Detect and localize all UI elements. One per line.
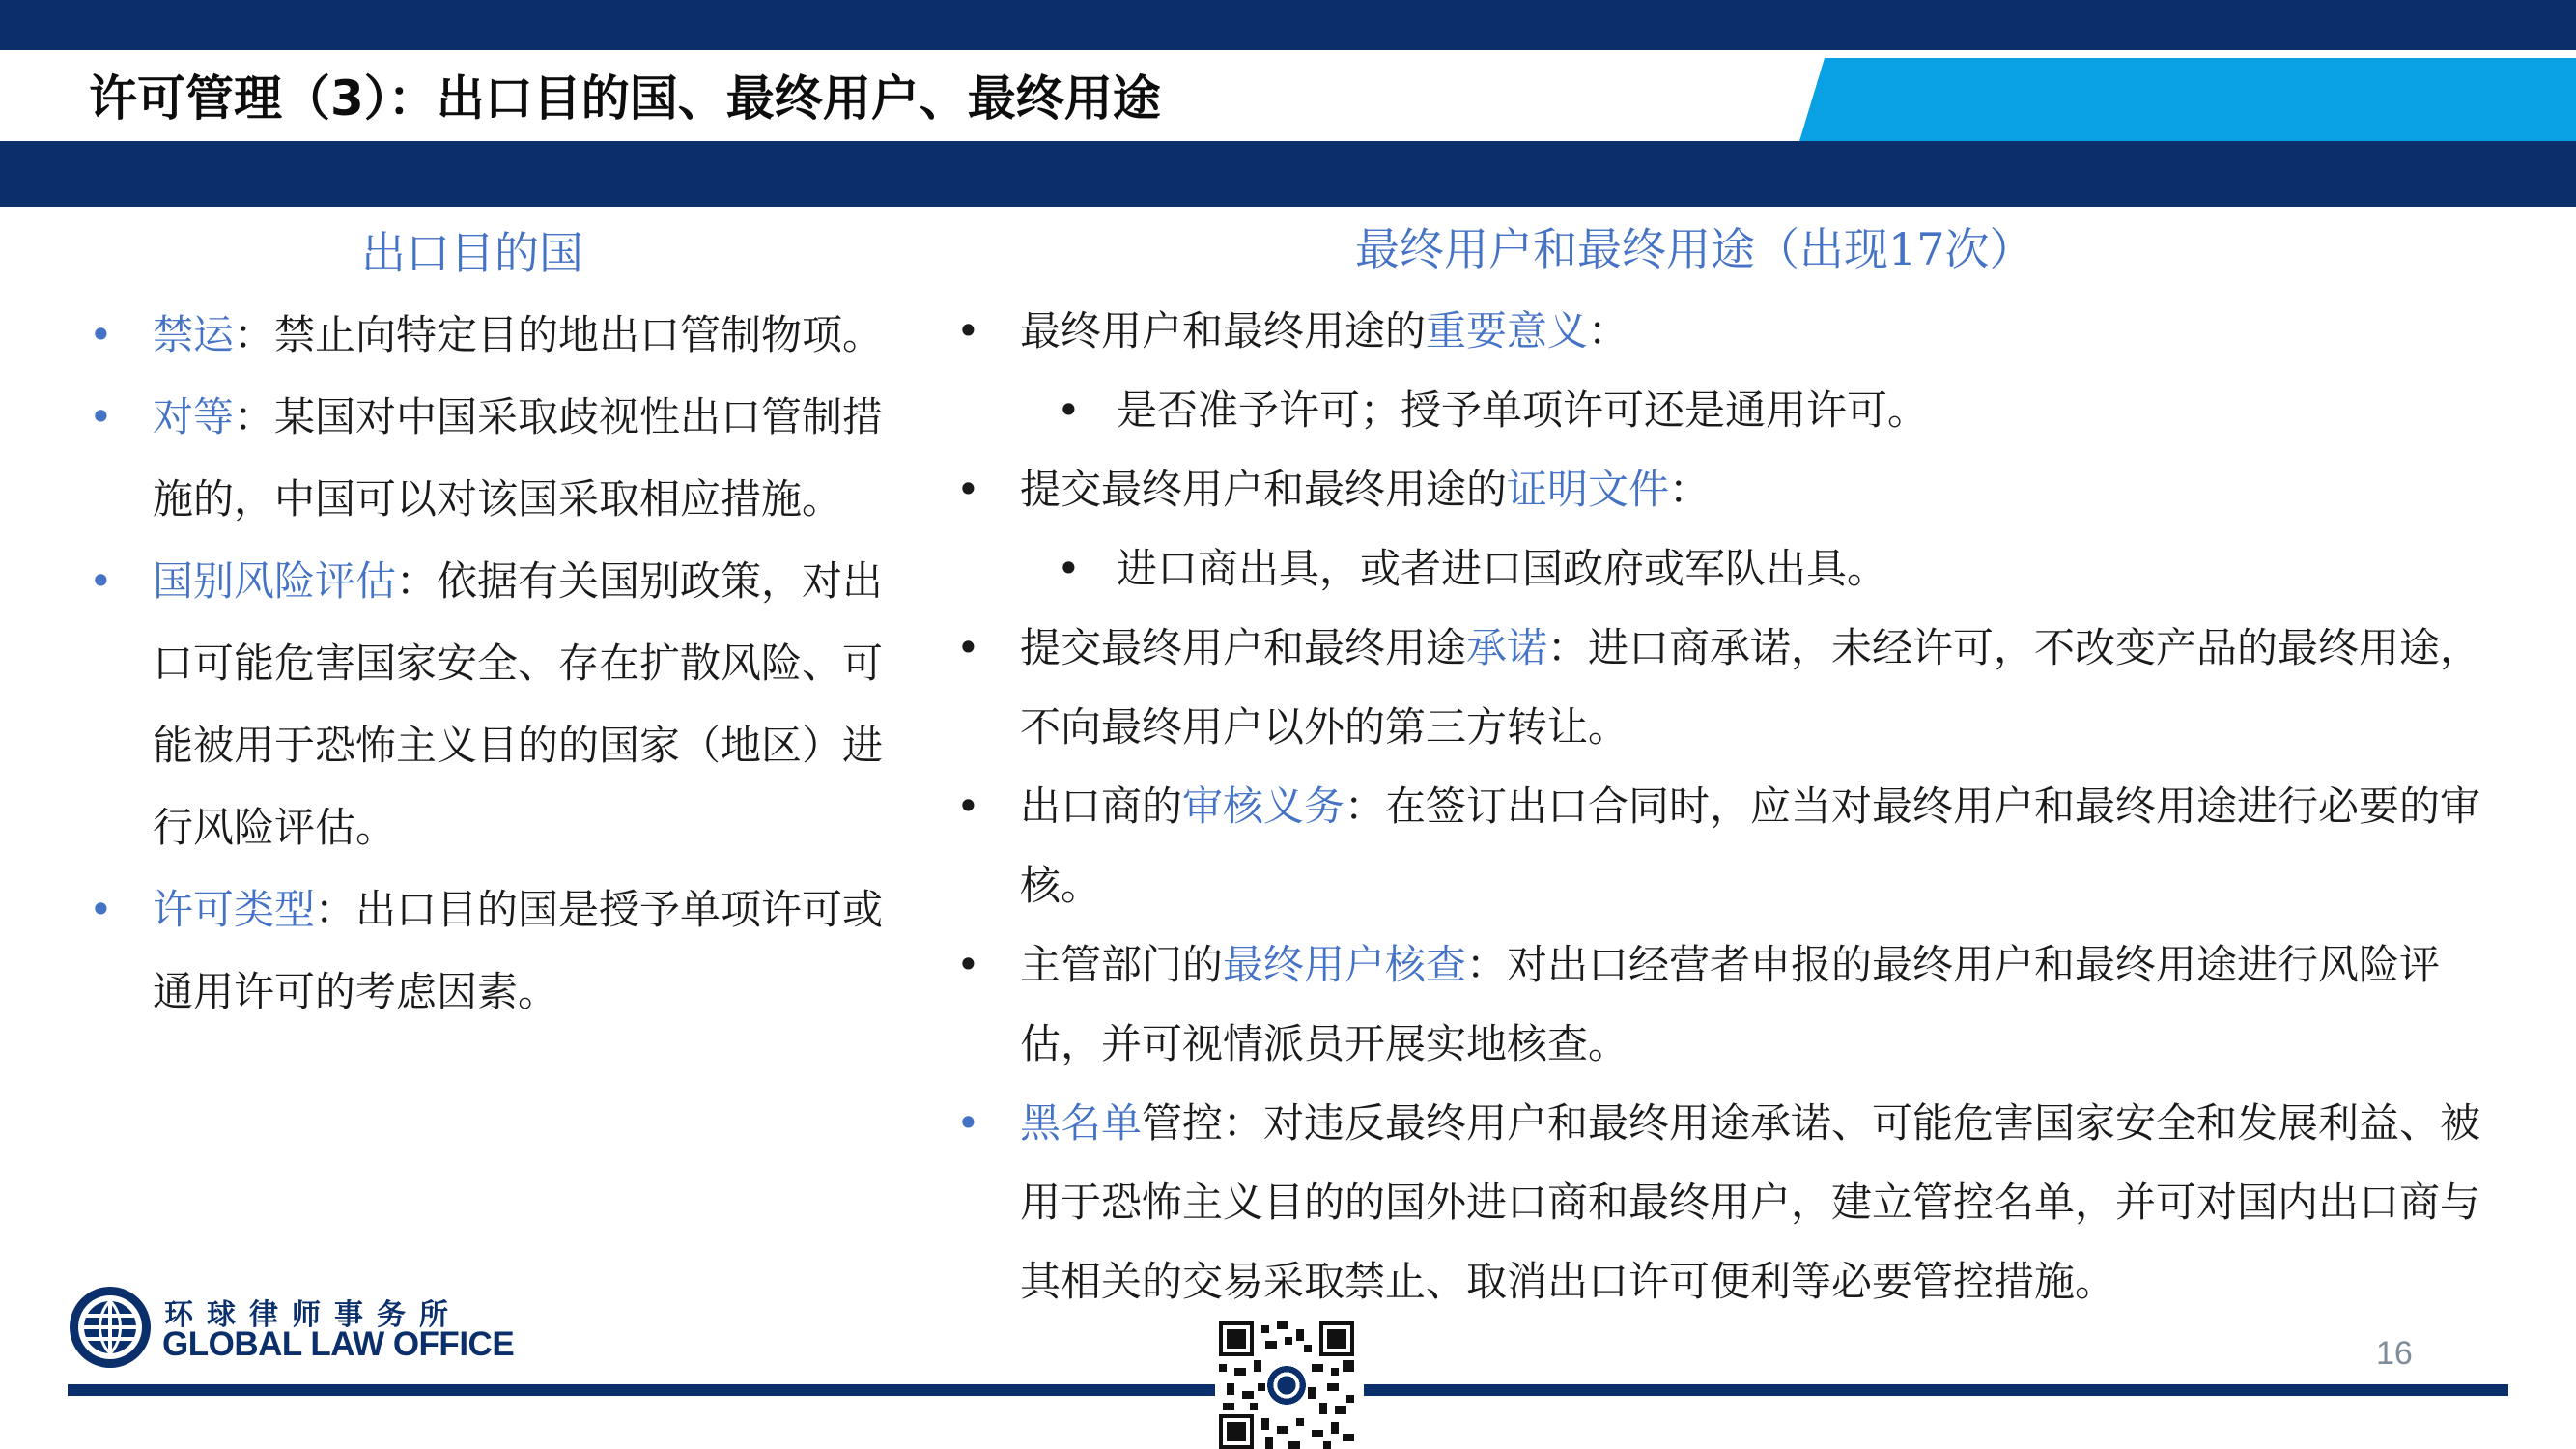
qr-code-icon: [1219, 1321, 1354, 1449]
bullet-icon: •: [89, 886, 113, 933]
bullet-icon: •: [956, 1099, 980, 1147]
bullet-icon: •: [956, 941, 980, 988]
item-text: ：出口目的国是授予单项许可或通用许可的考虑因素。: [153, 886, 884, 1015]
list-item: [89, 540, 891, 868]
item-text: ：依据有关国别政策，对出口可能危害国家安全、存在扩散风险、可能被用于恐怖主义目的的国家（地区）进行风险评估。: [153, 557, 884, 851]
term-reciprocity: 对等: [153, 393, 235, 440]
logo-english-name: GLOBAL LAW OFFICE: [162, 1325, 515, 1363]
item-text: 提交最终用户和最终用途: [1020, 624, 1467, 671]
globe-logo-icon: [68, 1285, 153, 1370]
slide-title: 许可管理（3）：出口目的国、最终用户、最终用途: [89, 71, 1161, 127]
left-column-heading: 出口目的国: [361, 227, 583, 279]
list-item: [956, 292, 2502, 371]
item-text: ：进口商承诺，未经许可，不改变产品的最终用途，不向最终用户以外的第三方转让。: [1020, 624, 2481, 751]
header-top-bar: [0, 0, 2576, 50]
term-commitment: 承诺: [1466, 624, 1548, 671]
sub-list-item: [956, 371, 2502, 450]
list-item: [89, 294, 891, 376]
item-text: ：在签订出口合同时，应当对最终用户和最终用途进行必要的审核。: [1020, 782, 2481, 909]
sub-list-item: [956, 529, 2502, 609]
item-text: ：某国对中国采取歧视性出口管制措施的，中国可以对该国采取相应措施。: [153, 393, 884, 523]
bullet-icon: •: [956, 782, 980, 830]
item-text: 出口商的: [1020, 782, 1183, 830]
bullet-icon: •: [89, 311, 113, 358]
term-review-duty: 审核义务: [1182, 782, 1345, 830]
item-text: 是否准予许可；授予单项许可还是通用许可。: [1117, 386, 1929, 434]
bullet-icon: •: [1057, 545, 1081, 592]
right-bullet-list: [956, 292, 2502, 1321]
item-text: ：: [1669, 466, 1711, 513]
item-text: 主管部门的: [1020, 941, 1224, 988]
left-bullet-list: [89, 294, 891, 1033]
list-item: [956, 925, 2502, 1084]
bullet-icon: •: [956, 466, 980, 513]
logo-chinese-name: 环球律师事务所: [164, 1298, 462, 1332]
item-text: 管控：对违反最终用户和最终用途承诺、可能危害国家安全和发展利益、被用于恐怖主义目的的国外进口商和最终用户，建立管控名单，并可对国内出口商与其相关的交易采取禁止、取消出口许可便利等必要管控措施。: [1020, 1099, 2481, 1305]
item-text: ：禁止向特定目的地出口管制物项。: [234, 311, 884, 358]
list-item: [956, 609, 2502, 767]
bullet-icon: •: [956, 307, 980, 355]
list-item: [89, 376, 891, 540]
bullet-icon: •: [956, 624, 980, 671]
header-accent-stripe: [1799, 58, 2576, 141]
bullet-icon: •: [89, 557, 113, 605]
term-certificate: 证明文件: [1507, 466, 1670, 513]
list-item: [956, 1084, 2502, 1321]
term-significance: 重要意义: [1426, 307, 1589, 355]
item-text: ：: [1588, 307, 1629, 355]
term-license-type: 许可类型: [153, 886, 316, 933]
list-item: [89, 868, 891, 1033]
term-country-risk: 国别风险评估: [153, 557, 397, 605]
list-item: [956, 767, 2502, 925]
footer-rule-left: [68, 1384, 1215, 1396]
item-text: 提交最终用户和最终用途的: [1020, 466, 1508, 513]
bullet-icon: •: [1057, 386, 1081, 434]
right-column-heading: 最终用户和最终用途（出现17次）: [1355, 223, 2034, 275]
item-text: 最终用户和最终用途的: [1020, 307, 1427, 355]
list-item: [956, 450, 2502, 529]
item-text: ：对出口经营者申报的最终用户和最终用途进行风险评估，并可视情派员开展实地核查。: [1020, 941, 2441, 1067]
term-embargo: 禁运: [153, 311, 235, 358]
footer-rule-right: [1364, 1384, 2508, 1396]
term-blacklist: 黑名单: [1020, 1099, 1143, 1147]
term-end-user-check: 最终用户核查: [1223, 941, 1467, 988]
bullet-icon: •: [89, 393, 113, 440]
header-bottom-bar: [0, 141, 2576, 207]
page-number: 16: [2376, 1335, 2413, 1372]
item-text: 进口商出具，或者进口国政府或军队出具。: [1117, 545, 1888, 592]
